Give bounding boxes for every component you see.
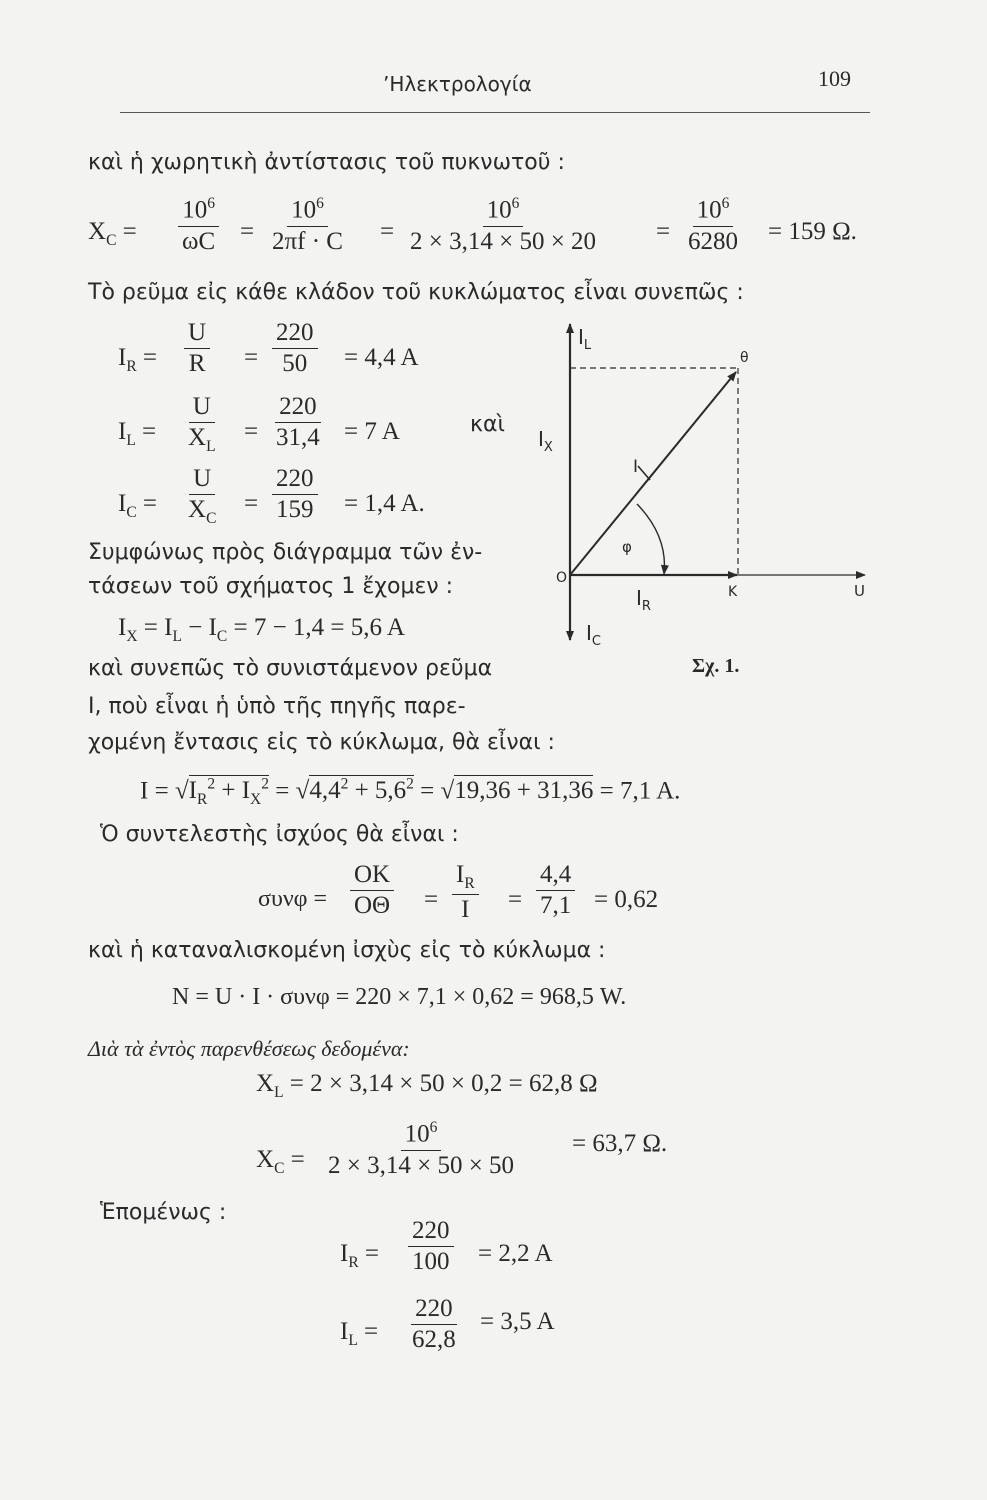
text-capacitive-reactance: καὶ ἡ χωρητικὴ ἀντίστασις τοῦ πυκνωτοῦ : (88, 150, 565, 175)
fraction-cos-3: $\frac{4,4}{7,1}$ (536, 862, 575, 920)
text-total-line2: I, ποὺ εἶναι ἡ ὑπὸ τῆς πηγῆς παρε- (88, 694, 466, 719)
label-o: O (556, 570, 568, 586)
header-rule (120, 112, 870, 113)
cos-result: = 0,62 (594, 886, 659, 913)
ir-result: = 4,4 A (344, 344, 419, 371)
equation-xc2-lhs: $X_C$ = (256, 1146, 305, 1177)
fraction-il-2: $\frac{220}{31,4}$ (276, 393, 320, 452)
equals-sign: = (244, 344, 259, 371)
fraction-cos-1: $\frac{OK}{O\Theta}$ (350, 862, 394, 920)
text-bracket-data: Διὰ τὰ ἐντὸς παρενθέσεως δεδομένα: (88, 1036, 410, 1061)
i-vector (570, 372, 736, 575)
i-tick (638, 466, 650, 480)
fraction-xc-3: $\frac{10^6}{2 \times 3,14 \times 50 \times 20}$ (410, 195, 597, 255)
text-power-factor: Ὁ συντελεστὴς ἰσχύος θὰ εἶναι : (100, 822, 459, 847)
equation-cos-lhs: συνφ = (258, 886, 328, 912)
equals-sign: = (244, 418, 259, 445)
il2-result: = 3,5 A (480, 1308, 555, 1335)
text-power: καὶ ἡ καταναλισκομένη ἰσχὺς εἰς τὸ κύκλωμα : (88, 938, 606, 963)
text-diagram-line2: τάσεων τοῦ σχήματος 1 ἔχομεν : (88, 574, 454, 599)
figure-caption: Σχ. 1. (692, 655, 740, 677)
fraction-ir2: $\frac{220}{100}$ (408, 1218, 454, 1276)
label-il: $I_L$ (578, 325, 592, 353)
il-result: = 7 A (344, 418, 400, 445)
phasor-diagram (520, 300, 880, 650)
equation-ic-lhs: $I_C$ = (118, 490, 158, 521)
equation-n: N = U · I · συνφ = 220 × 7,1 × 0,62 = 968,5 W. (172, 984, 627, 1010)
and-word: καὶ (470, 412, 505, 437)
fraction-ir-1: $\frac{U}{R}$ (184, 320, 210, 378)
fraction-il-1: $\frac{U}{X_L}$ (188, 393, 216, 456)
equation-ir2-lhs: $I_R$ = (340, 1240, 380, 1271)
ir2-result: = 2,2 A (478, 1240, 553, 1267)
label-i: I (633, 457, 639, 477)
fraction-il2: $\frac{220}{62,8}$ (412, 1295, 456, 1354)
equals-sign: = (656, 218, 671, 245)
phi-arc (637, 504, 664, 574)
equation-i: $I = √I_R^2 + I_X^2 = √4,4^2 + 5,6^2 = √19,36 + 31,36 = 7,1$ A. (140, 776, 681, 809)
equation-il-lhs: $I_L$ = (118, 418, 157, 449)
fraction-xc-1: $\frac{10^6}{\omega C}$ (178, 196, 219, 255)
fraction-ic-2: $\frac{220}{159}$ (272, 466, 318, 524)
fraction-ir-2: $\frac{220}{50}$ (272, 320, 318, 378)
xc2-result: = 63,7 Ω. (572, 1130, 668, 1157)
equation-xl2: $X_L = 2 \times 3,14 \times 50 \times 0,2 = 62,8$ Ω (256, 1070, 598, 1101)
equals-sign: = (380, 218, 395, 245)
fraction-xc-4: $\frac{10^6}{6280}$ (688, 195, 738, 255)
equals-sign: = (508, 886, 523, 913)
page-number: 109 (818, 66, 851, 91)
equals-sign: = (424, 886, 439, 913)
label-ix: $I_X$ (538, 427, 553, 455)
equation-xc: $X_C$ = (88, 218, 137, 249)
equation-il2-lhs: $I_L$ = (340, 1318, 379, 1349)
equals-sign: = (244, 490, 259, 517)
fraction-ic-1: $\frac{U}{X_C}$ (188, 465, 217, 528)
label-phi: φ (622, 538, 632, 556)
equation-ir-lhs: $I_R$ = (118, 344, 158, 375)
label-u: U (854, 582, 865, 600)
fraction-cos-2: $\frac{I_R}{I}$ (452, 862, 479, 924)
equals-sign: = (240, 218, 255, 245)
text-therefore: Ἑπομένως : (100, 1200, 227, 1225)
text-diagram-line1: Συμφώνως πρὸς διάγραμμα τῶν ἐν- (88, 540, 483, 565)
label-ic: $I_C$ (586, 621, 601, 649)
label-theta: θ (740, 350, 749, 366)
text-currents-intro: Τὸ ρεῦμα εἰς κάθε κλάδον τοῦ κυκλώματος εἶναι συνεπῶς : (88, 280, 744, 305)
label-ir: $I_R$ (636, 586, 651, 614)
fraction-xc-2: $\frac{10^6}{2\pi f \cdot C}$ (272, 195, 343, 255)
text-total-line3: χομένη ἔντασις εἰς τὸ κύκλωμα, θὰ εἶναι : (88, 730, 555, 755)
ic-result: = 1,4 A. (344, 490, 425, 517)
label-k: K (728, 584, 738, 600)
equation-ix: $I_X = I_L - I_C = 7 - 1,4 = 5,6$ A (118, 614, 405, 645)
text-total-line1: καὶ συνεπῶς τὸ συνιστάμενον ρεῦμα (88, 656, 493, 681)
running-title: ’Ηλεκτρολογία (383, 72, 532, 96)
fraction-xc2: $\frac{10^6}{2 \times 3,14 \times 50 \times 50}$ (328, 1119, 515, 1179)
xc-result: = 159 Ω. (768, 218, 857, 245)
